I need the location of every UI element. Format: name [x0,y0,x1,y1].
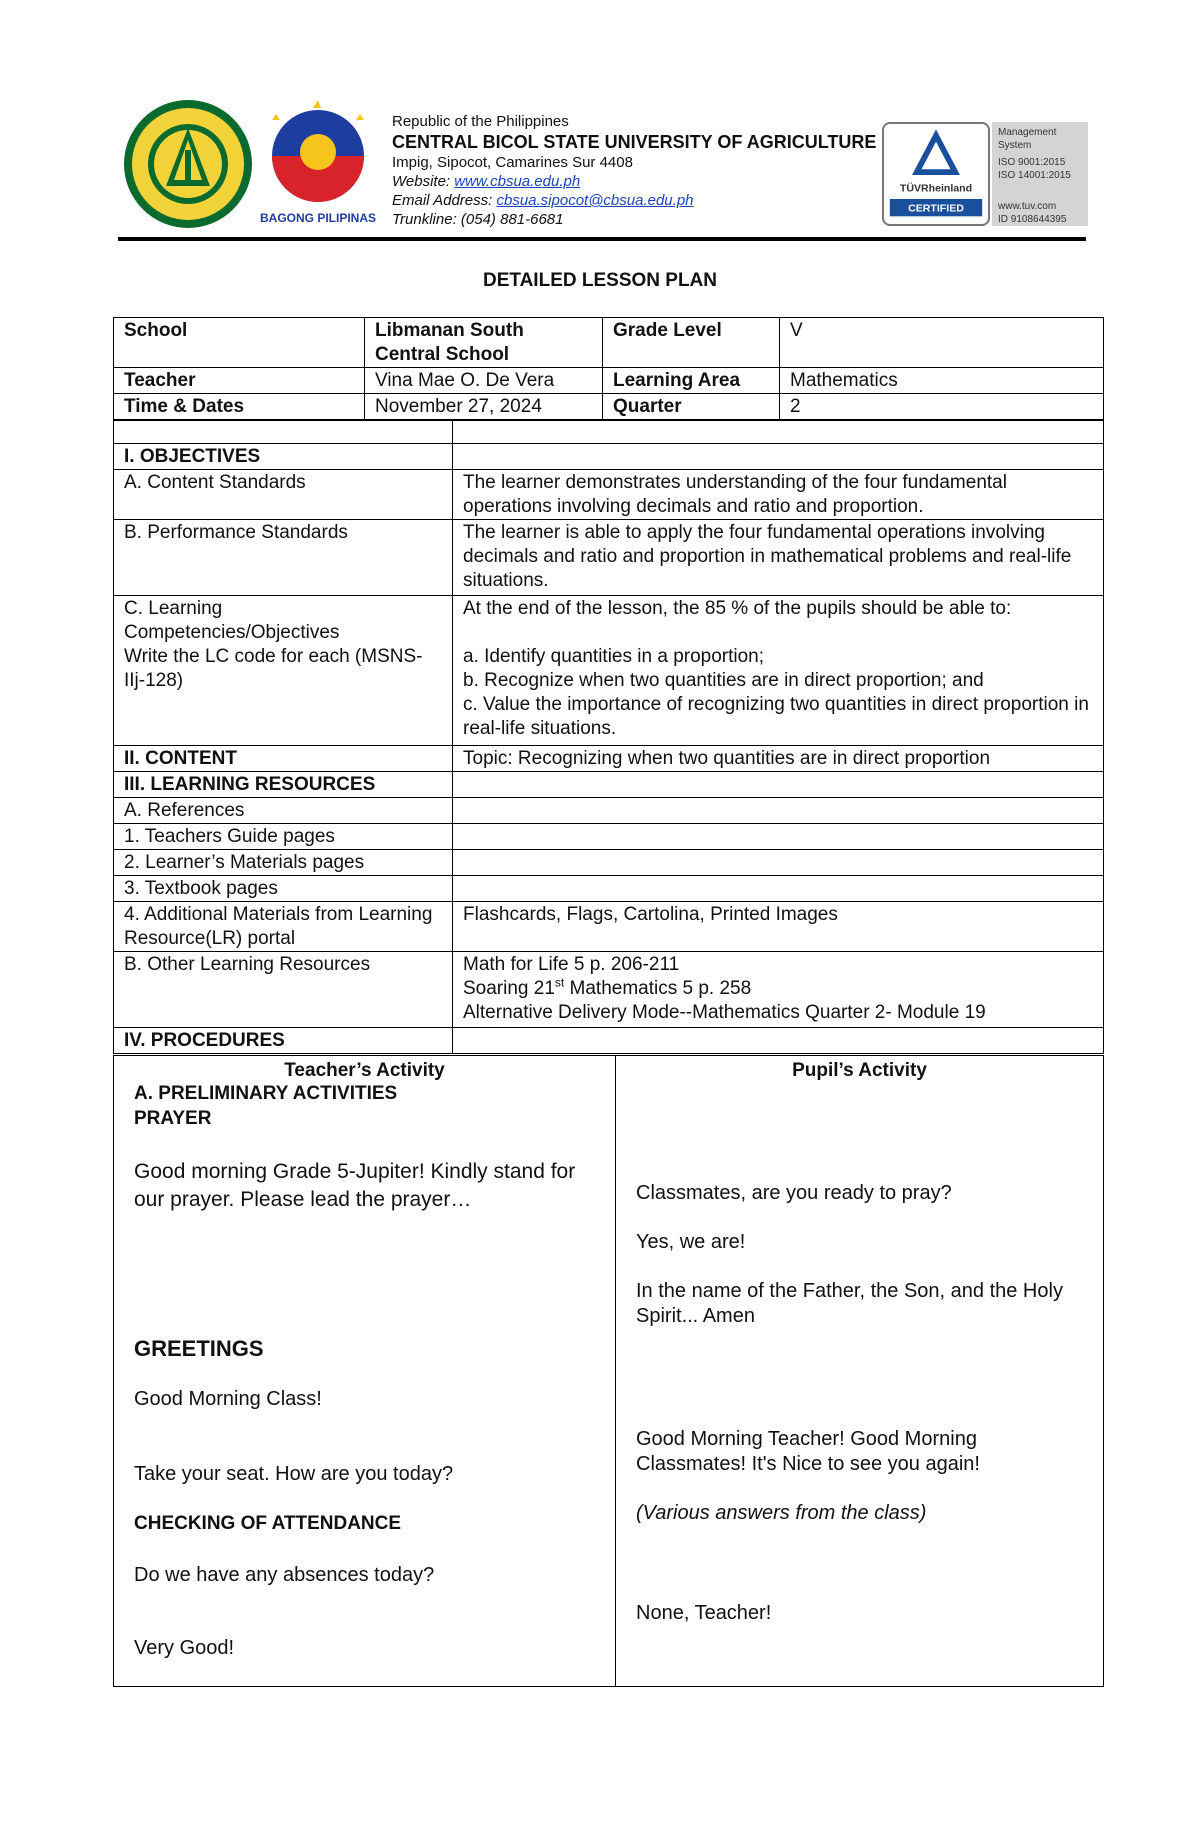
lc-intro: At the end of the lesson, the 85 % of the pupils should be able to: [463,598,1012,619]
header-rule [118,237,1086,241]
references-label: A. References [114,798,453,824]
lc-item-c: c. Value the importance of recognizing two quantities in direct proportion in real-life situations. [463,694,1089,739]
teacher-prayer-text: Good morning Grade 5-Jupiter! Kindly stand for our prayer. Please lead the prayer… [134,1160,576,1211]
certified-label: CERTIFIED [908,202,964,215]
additional-materials-value: Flashcards, Flags, Cartolina, Printed Images [453,902,1104,952]
pupil-activity-heading: Pupil’s Activity [792,1060,927,1081]
prayer-heading: PRAYER [134,1108,212,1129]
pupil-yes-text: Yes, we are! [636,1231,746,1253]
other-resource-2 [463,977,1093,1001]
republic-line: Republic of the Philippines [392,113,569,130]
email-link[interactable]: cbsua.sipocot@cbsua.edu.ph [496,192,694,209]
cbsua-seal-logo [122,98,254,230]
mgmt-title: Management System [998,127,1057,151]
document-title: DETAILED LESSON PLAN [483,270,717,291]
teacher-label: Teacher [114,368,365,394]
grade-label: Grade Level [603,318,780,368]
spacer-cell [453,421,1104,444]
empty-cell [453,876,1104,902]
empty-cell [453,772,1104,798]
procedures-heading: IV. PROCEDURES [114,1028,453,1054]
lc-item-b: b. Recognize when two quantities are in direct proportion; and [463,670,984,691]
performance-standards-text: The learner is able to apply the four fundamental operations involving decimals and ratio and proportion in mathematical problems and real-life situations. [453,520,1104,596]
iso-14001: ISO 14001:2015 [998,170,1071,181]
email-label: Email Address: [392,192,493,209]
empty-cell [453,850,1104,876]
website-line [392,172,892,191]
website-link[interactable]: www.cbsua.edu.ph [454,173,581,190]
other-resource-2-a: Soaring 21 [463,978,555,999]
address-line: Impig, Sipocot, Camarines Sur 4408 [392,154,633,171]
tuv-id: ID 9108644395 [998,214,1067,225]
performance-standards-label: B. Performance Standards [114,520,453,596]
activities-table [113,1055,1104,1687]
teacher-activity-heading: Teacher’s Activity [284,1060,445,1081]
teacher-activity-column [114,1056,616,1687]
teacher-value: Vina Mae O. De Vera [365,368,603,394]
teacher-seat-text: Take your seat. How are you today? [134,1463,454,1485]
area-value: Mathematics [780,368,1104,394]
bagong-pilipinas-text: BAGONG PILIPINAS [259,211,377,225]
school-label: School [114,318,365,368]
teacher-greeting: Good Morning Class! [134,1388,322,1410]
greetings-heading: GREETINGS [134,1336,264,1361]
resources-heading: III. LEARNING RESOURCES [114,772,453,798]
area-label: Learning Area [603,368,780,394]
other-resources-label: B. Other Learning Resources [114,952,453,1028]
tuv-certified-logo [882,122,990,226]
grade-value: V [780,318,1104,368]
topic-text: Topic: Recognizing when two quantities are in direct proportion [453,746,1104,772]
learners-materials-label: 2. Learner’s Materials pages [114,850,453,876]
empty-cell [453,798,1104,824]
content-standards-label: A. Content Standards [114,470,453,520]
trunkline-line: Trunkline: (054) 881-6681 [392,211,564,228]
empty-cell [453,444,1104,470]
quarter-label: Quarter [603,394,780,420]
pupil-prayer-text: In the name of the Father, the Son, and the Holy Spirit... Amen [636,1280,1063,1327]
textbook-label: 3. Textbook pages [114,876,453,902]
teacher-very-good: Very Good! [134,1637,235,1659]
lc-label-line1: C. Learning Competencies/Objectives [124,598,340,643]
pupil-ready-text: Classmates, are you ready to pray? [636,1182,952,1204]
attendance-heading: CHECKING OF ATTENDANCE [134,1513,402,1534]
other-resource-2-sup: st [554,975,565,990]
teacher-absences-text: Do we have any absences today? [134,1564,435,1586]
other-resource-1: Math for Life 5 p. 206-211 [463,954,680,975]
lc-label-line2: Write the LC code for each (MSNS-IIj-128) [124,646,423,691]
lesson-plan-table [113,420,1104,1054]
learning-competencies-label [114,596,453,746]
pupil-none-text: None, Teacher! [636,1602,772,1624]
school-value: Libmanan South Central School [365,318,603,368]
content-standards-text: The learner demonstrates understanding of the four fundamental operations involving decimals and ratio and proportion. [453,470,1104,520]
university-name: CENTRAL BICOL STATE UNIVERSITY OF AGRICULTURE [392,132,877,152]
tuv-url: www.tuv.com [998,201,1057,212]
management-system-box [992,122,1088,226]
email-line [392,191,892,210]
iso-9001: ISO 9001:2015 [998,157,1066,168]
other-resources-value [453,952,1104,1028]
pupil-greeting-text: Good Morning Teacher! Good Morning Classmates! It's Nice to see you again! [636,1428,980,1475]
pupil-activity-column [616,1056,1104,1687]
objectives-heading: I. OBJECTIVES [114,444,453,470]
teachers-guide-label: 1. Teachers Guide pages [114,824,453,850]
bagong-pilipinas-logo [256,98,380,230]
other-resource-3: Alternative Delivery Mode--Mathematics Quarter 2- Module 19 [463,1002,986,1023]
learning-competencies-text [453,596,1104,746]
letterhead-text [392,112,892,229]
time-value: November 27, 2024 [365,394,603,420]
preliminary-heading: A. PRELIMINARY ACTIVITIES [134,1083,398,1104]
content-heading: II. CONTENT [114,746,453,772]
quarter-value: 2 [780,394,1104,420]
lesson-info-table [113,317,1104,420]
lc-item-a: a. Identify quantities in a proportion; [463,646,765,667]
time-label: Time & Dates [114,394,365,420]
other-resource-2-b: Mathematics 5 p. 258 [564,978,752,999]
empty-cell [453,1028,1104,1054]
tuv-brand: TÜVRheinland [899,182,973,195]
website-label: Website: [392,173,451,190]
pupil-various-answers: (Various answers from the class) [636,1502,927,1524]
spacer-cell [114,421,453,444]
empty-cell [453,824,1104,850]
additional-materials-label: 4. Additional Materials from Learning Resource(LR) portal [114,902,453,952]
